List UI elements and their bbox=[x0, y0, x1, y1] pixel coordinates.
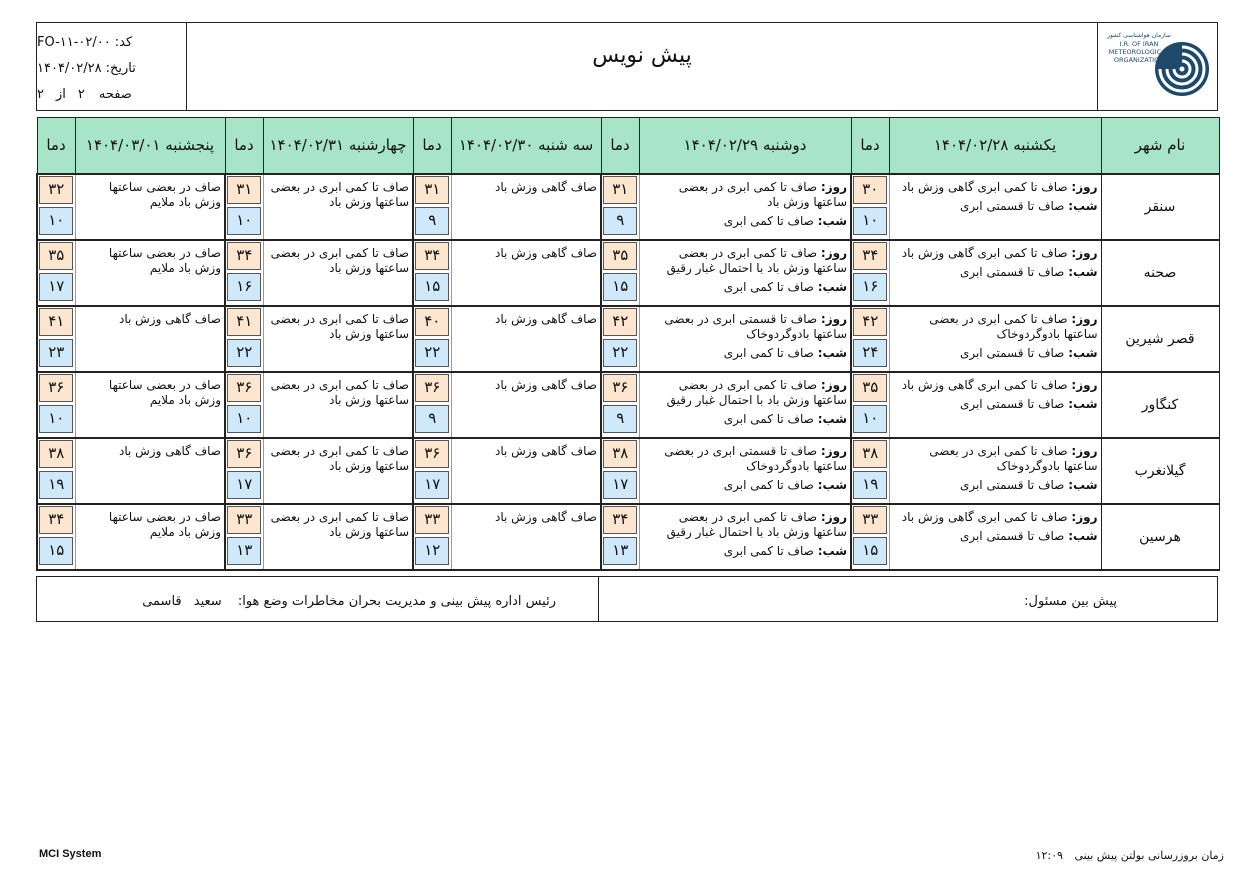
forecast-cell bbox=[889, 240, 1101, 306]
temp-cell bbox=[37, 174, 75, 240]
max-temp: ۳۶ bbox=[415, 440, 449, 468]
min-temp: ۱۷ bbox=[415, 471, 449, 499]
forecast-cell bbox=[889, 504, 1101, 570]
min-temp: ۱۹ bbox=[853, 471, 887, 499]
max-temp: ۴۲ bbox=[603, 308, 637, 336]
day-forecast: صاف تا کمی ابری در بعضی ساعتها وزش باد با احتمال غبار رقیق bbox=[666, 245, 847, 275]
forecast-cell: صاف در بعضی ساعتها وزش باد ملایم bbox=[75, 372, 225, 438]
max-temp: ۳۵ bbox=[853, 374, 887, 402]
min-temp: ۹ bbox=[415, 405, 449, 433]
min-temp: ۱۹ bbox=[39, 471, 73, 499]
system-name: MCI System bbox=[39, 848, 102, 860]
temp-cell bbox=[225, 240, 263, 306]
logo-text-en3: ORGANIZATION bbox=[1113, 56, 1165, 64]
night-label: شب: bbox=[817, 543, 847, 558]
temp-cell bbox=[37, 306, 75, 372]
min-temp: ۱۶ bbox=[227, 273, 261, 301]
min-temp: ۲۲ bbox=[415, 339, 449, 367]
day-label: روز: bbox=[1071, 377, 1098, 392]
max-temp: ۳۱ bbox=[415, 176, 449, 204]
night-label: شب: bbox=[1068, 477, 1098, 492]
forecast-cell: صاف گاهی وزش باد bbox=[75, 438, 225, 504]
logo-text-fa: سازمان هواشناسی کشور bbox=[1107, 32, 1171, 39]
max-temp: ۳۶ bbox=[415, 374, 449, 402]
forecast-cell bbox=[639, 504, 851, 570]
organization-logo bbox=[1098, 23, 1217, 110]
forecaster-signature bbox=[599, 577, 1217, 621]
night-label: شب: bbox=[1068, 396, 1098, 411]
day-label: روز: bbox=[820, 443, 847, 458]
max-temp: ۳۳ bbox=[853, 506, 887, 534]
day-label: روز: bbox=[1071, 443, 1098, 458]
temp-cell bbox=[851, 372, 889, 438]
forecast-cell: صاف گاهی وزش باد bbox=[75, 306, 225, 372]
page-current: ۲ bbox=[77, 86, 85, 102]
max-temp: ۳۴ bbox=[603, 506, 637, 534]
night-label: شب: bbox=[817, 213, 847, 228]
min-temp: ۱۷ bbox=[227, 471, 261, 499]
temp-cell bbox=[601, 174, 639, 240]
day-forecast: صاف تا کمی ابری گاهی وزش باد bbox=[901, 509, 1068, 524]
table-row bbox=[37, 306, 1219, 372]
table-row bbox=[37, 504, 1219, 570]
day-column-header: چهارشنبه ۱۴۰۴/۰۲/۳۱ bbox=[263, 118, 413, 174]
min-temp: ۲۴ bbox=[853, 339, 887, 367]
min-temp: ۱۰ bbox=[227, 405, 261, 433]
temp-cell bbox=[851, 174, 889, 240]
max-temp: ۳۱ bbox=[603, 176, 637, 204]
forecast-cell bbox=[889, 306, 1101, 372]
min-temp: ۱۷ bbox=[39, 273, 73, 301]
min-temp: ۱۳ bbox=[603, 537, 637, 565]
max-temp: ۳۳ bbox=[415, 506, 449, 534]
day-label: روز: bbox=[1071, 509, 1098, 524]
logo-text bbox=[1104, 32, 1174, 64]
max-temp: ۳۶ bbox=[227, 374, 261, 402]
date-value: ۱۴۰۴/۰۲/۲۸ bbox=[37, 60, 102, 76]
temp-column-header: دما bbox=[601, 118, 639, 174]
forecaster-label: پیش بین مسئول: bbox=[1024, 594, 1117, 609]
max-temp: ۴۲ bbox=[853, 308, 887, 336]
forecast-cell: صاف در بعضی ساعتها وزش باد ملایم bbox=[75, 174, 225, 240]
min-temp: ۱۲ bbox=[415, 537, 449, 565]
temp-cell bbox=[601, 372, 639, 438]
night-forecast: صاف تا کمی ابری bbox=[723, 543, 814, 558]
min-temp: ۱۰ bbox=[39, 207, 73, 235]
max-temp: ۴۰ bbox=[415, 308, 449, 336]
forecast-cell: صاف تا کمی ابری در بعضی ساعتها وزش باد bbox=[263, 438, 413, 504]
max-temp: ۳۴ bbox=[227, 242, 261, 270]
temp-column-header: دما bbox=[851, 118, 889, 174]
day-forecast: صاف تا قسمتی ابری در بعضی ساعتها بادوگردوخاک bbox=[664, 443, 847, 473]
day-column-header: دوشنبه ۱۴۰۴/۰۲/۲۹ bbox=[639, 118, 851, 174]
forecast-cell: صاف گاهی وزش باد bbox=[451, 240, 601, 306]
forecast-cell: صاف تا کمی ابری در بعضی ساعتها وزش باد bbox=[263, 240, 413, 306]
day-label: روز: bbox=[820, 311, 847, 326]
max-temp: ۳۰ bbox=[853, 176, 887, 204]
night-label: شب: bbox=[1068, 264, 1098, 279]
temp-cell bbox=[37, 504, 75, 570]
day-column-header: پنجشنبه ۱۴۰۴/۰۳/۰۱ bbox=[75, 118, 225, 174]
table-row bbox=[37, 174, 1219, 240]
night-forecast: صاف تا قسمتی ابری bbox=[959, 396, 1065, 411]
max-temp: ۴۱ bbox=[39, 308, 73, 336]
page-of: از bbox=[55, 86, 66, 102]
city-name: هرسین bbox=[1101, 504, 1219, 570]
day-forecast: صاف تا کمی ابری در بعضی ساعتها بادوگردوخاک bbox=[929, 311, 1098, 341]
max-temp: ۳۸ bbox=[853, 440, 887, 468]
city-name: گیلانغرب bbox=[1101, 438, 1219, 504]
logo-text-en2: METEOROLOGICAL bbox=[1108, 48, 1170, 56]
forecast-cell: صاف در بعضی ساعتها وزش باد ملایم bbox=[75, 504, 225, 570]
head-label: رئیس اداره پیش بینی و مدیریت بحران مخاطرات وضع هوا: bbox=[237, 594, 556, 609]
temp-cell bbox=[225, 438, 263, 504]
min-temp: ۱۷ bbox=[603, 471, 637, 499]
max-temp: ۳۱ bbox=[227, 176, 261, 204]
day-forecast: صاف تا کمی ابری گاهی وزش باد bbox=[901, 245, 1068, 260]
temp-cell bbox=[413, 240, 451, 306]
temp-cell bbox=[413, 504, 451, 570]
min-temp: ۲۲ bbox=[603, 339, 637, 367]
temp-cell bbox=[225, 174, 263, 240]
min-temp: ۹ bbox=[415, 207, 449, 235]
day-column-header: سه شنبه ۱۴۰۴/۰۲/۳۰ bbox=[451, 118, 601, 174]
min-temp: ۱۰ bbox=[853, 207, 887, 235]
day-forecast: صاف تا کمی ابری گاهی وزش باد bbox=[901, 179, 1068, 194]
update-time: ۱۲:۰۹ bbox=[1035, 849, 1063, 862]
forecast-cell bbox=[639, 438, 851, 504]
day-label: روز: bbox=[1071, 311, 1098, 326]
code-label: کد: bbox=[114, 34, 133, 50]
temp-cell bbox=[37, 240, 75, 306]
max-temp: ۳۵ bbox=[603, 242, 637, 270]
temp-cell bbox=[601, 306, 639, 372]
update-label: زمان بروزرسانی بولتن پیش بینی bbox=[1074, 849, 1224, 862]
night-forecast: صاف تا قسمتی ابری bbox=[959, 477, 1065, 492]
temp-cell bbox=[225, 306, 263, 372]
forecast-cell: صاف گاهی وزش باد bbox=[451, 306, 601, 372]
max-temp: ۳۳ bbox=[227, 506, 261, 534]
day-forecast: صاف تا قسمتی ابری در بعضی ساعتها بادوگردوخاک bbox=[664, 311, 847, 341]
min-temp: ۱۰ bbox=[227, 207, 261, 235]
temp-cell bbox=[413, 438, 451, 504]
day-forecast: صاف تا کمی ابری در بعضی ساعتها وزش باد با احتمال غبار رقیق bbox=[666, 377, 847, 407]
temp-cell bbox=[851, 438, 889, 504]
temp-cell bbox=[601, 240, 639, 306]
forecast-cell bbox=[889, 372, 1101, 438]
temp-cell bbox=[601, 438, 639, 504]
forecast-cell bbox=[639, 174, 851, 240]
head-line bbox=[142, 594, 556, 609]
max-temp: ۴۱ bbox=[227, 308, 261, 336]
night-forecast: صاف تا قسمتی ابری bbox=[959, 528, 1065, 543]
city-name: قصر شیرین bbox=[1101, 306, 1219, 372]
forecast-cell: صاف تا کمی ابری در بعضی ساعتها وزش باد bbox=[263, 306, 413, 372]
temp-cell bbox=[225, 504, 263, 570]
page-line bbox=[37, 85, 178, 103]
max-temp: ۳۵ bbox=[39, 242, 73, 270]
temp-cell bbox=[851, 504, 889, 570]
forecast-cell bbox=[889, 174, 1101, 240]
forecast-cell: صاف تا کمی ابری در بعضی ساعتها وزش باد bbox=[263, 504, 413, 570]
table-header-row bbox=[37, 118, 1219, 174]
max-temp: ۳۶ bbox=[39, 374, 73, 402]
day-label: روز: bbox=[820, 245, 847, 260]
max-temp: ۳۸ bbox=[603, 440, 637, 468]
night-label: شب: bbox=[817, 477, 847, 492]
forecast-cell: صاف تا کمی ابری در بعضی ساعتها وزش باد bbox=[263, 174, 413, 240]
night-forecast: صاف تا کمی ابری bbox=[723, 279, 814, 294]
forecast-cell: صاف گاهی وزش باد bbox=[451, 504, 601, 570]
day-label: روز: bbox=[1071, 179, 1098, 194]
night-label: شب: bbox=[1068, 198, 1098, 213]
max-temp: ۳۶ bbox=[603, 374, 637, 402]
temp-cell bbox=[413, 174, 451, 240]
document-header bbox=[36, 22, 1218, 111]
update-line bbox=[1036, 849, 1224, 862]
max-temp: ۳۴ bbox=[853, 242, 887, 270]
forecast-cell: صاف تا کمی ابری در بعضی ساعتها وزش باد bbox=[263, 372, 413, 438]
date-label: تاریخ: bbox=[105, 60, 136, 76]
min-temp: ۱۰ bbox=[853, 405, 887, 433]
max-temp: ۳۴ bbox=[39, 506, 73, 534]
night-label: شب: bbox=[817, 345, 847, 360]
min-temp: ۲۲ bbox=[227, 339, 261, 367]
night-label: شب: bbox=[1068, 528, 1098, 543]
code-value: FO-۱۱-۰۲/۰۰ bbox=[37, 34, 111, 50]
temp-column-header: دما bbox=[225, 118, 263, 174]
min-temp: ۱۵ bbox=[39, 537, 73, 565]
forecast-cell bbox=[889, 438, 1101, 504]
signature-box bbox=[36, 576, 1218, 622]
min-temp: ۱۰ bbox=[39, 405, 73, 433]
head-signature bbox=[37, 577, 599, 621]
forecast-table bbox=[36, 117, 1220, 571]
city-name: صحنه bbox=[1101, 240, 1219, 306]
night-forecast: صاف تا قسمتی ابری bbox=[959, 264, 1065, 279]
temp-cell bbox=[851, 240, 889, 306]
night-forecast: صاف تا کمی ابری bbox=[723, 411, 814, 426]
min-temp: ۱۳ bbox=[227, 537, 261, 565]
page-title: پیش نویس bbox=[592, 43, 692, 68]
day-label: روز: bbox=[820, 377, 847, 392]
min-temp: ۲۳ bbox=[39, 339, 73, 367]
night-label: شب: bbox=[817, 279, 847, 294]
temp-cell bbox=[601, 504, 639, 570]
min-temp: ۱۵ bbox=[853, 537, 887, 565]
forecast-cell: صاف گاهی وزش باد bbox=[451, 174, 601, 240]
forecast-cell: صاف در بعضی ساعتها وزش باد ملایم bbox=[75, 240, 225, 306]
min-temp: ۹ bbox=[603, 405, 637, 433]
city-name: سنقر bbox=[1101, 174, 1219, 240]
max-temp: ۳۲ bbox=[39, 176, 73, 204]
day-label: روز: bbox=[820, 509, 847, 524]
forecast-cell: صاف گاهی وزش باد bbox=[451, 372, 601, 438]
min-temp: ۱۵ bbox=[415, 273, 449, 301]
head-first-name: سعید bbox=[193, 594, 222, 609]
min-temp: ۹ bbox=[603, 207, 637, 235]
day-column-header: یکشنبه ۱۴۰۴/۰۲/۲۸ bbox=[889, 118, 1101, 174]
night-forecast: صاف تا قسمتی ابری bbox=[959, 198, 1065, 213]
temp-cell bbox=[413, 372, 451, 438]
date-line bbox=[37, 59, 178, 77]
day-forecast: صاف تا کمی ابری گاهی وزش باد bbox=[901, 377, 1068, 392]
temp-cell bbox=[413, 306, 451, 372]
forecast-cell: صاف گاهی وزش باد bbox=[451, 438, 601, 504]
code-line bbox=[37, 33, 178, 51]
max-temp: ۳۶ bbox=[227, 440, 261, 468]
table-row bbox=[37, 438, 1219, 504]
city-column-header: نام شهر bbox=[1101, 118, 1219, 174]
day-label: روز: bbox=[1071, 245, 1098, 260]
night-forecast: صاف تا کمی ابری bbox=[723, 345, 814, 360]
city-name: کنگاور bbox=[1101, 372, 1219, 438]
forecast-cell bbox=[639, 240, 851, 306]
day-forecast: صاف تا کمی ابری در بعضی ساعتها بادوگردوخاک bbox=[929, 443, 1098, 473]
forecast-cell bbox=[639, 306, 851, 372]
document-meta bbox=[37, 23, 187, 110]
head-last-name: قاسمی bbox=[142, 594, 182, 609]
night-label: شب: bbox=[817, 411, 847, 426]
max-temp: ۳۸ bbox=[39, 440, 73, 468]
table-row bbox=[37, 372, 1219, 438]
temp-column-header: دما bbox=[413, 118, 451, 174]
page-total: ۲ bbox=[37, 86, 44, 102]
logo-text-en1: I.R. OF IRAN bbox=[1119, 40, 1159, 48]
night-label: شب: bbox=[1068, 345, 1098, 360]
page-label: صفحه bbox=[98, 86, 132, 102]
night-forecast: صاف تا کمی ابری bbox=[723, 477, 814, 492]
forecast-cell bbox=[639, 372, 851, 438]
night-forecast: صاف تا کمی ابری bbox=[723, 213, 814, 228]
day-forecast: صاف تا کمی ابری در بعضی ساعتها وزش باد bbox=[678, 179, 847, 209]
temp-cell bbox=[37, 438, 75, 504]
temp-column-header: دما bbox=[37, 118, 75, 174]
temp-cell bbox=[225, 372, 263, 438]
title-cell bbox=[187, 23, 1098, 110]
min-temp: ۱۵ bbox=[603, 273, 637, 301]
min-temp: ۱۶ bbox=[853, 273, 887, 301]
day-label: روز: bbox=[820, 179, 847, 194]
temp-cell bbox=[851, 306, 889, 372]
night-forecast: صاف تا قسمتی ابری bbox=[959, 345, 1065, 360]
max-temp: ۳۴ bbox=[415, 242, 449, 270]
table-row bbox=[37, 240, 1219, 306]
temp-cell bbox=[37, 372, 75, 438]
day-forecast: صاف تا کمی ابری در بعضی ساعتها وزش باد با احتمال غبار رقیق bbox=[666, 509, 847, 539]
